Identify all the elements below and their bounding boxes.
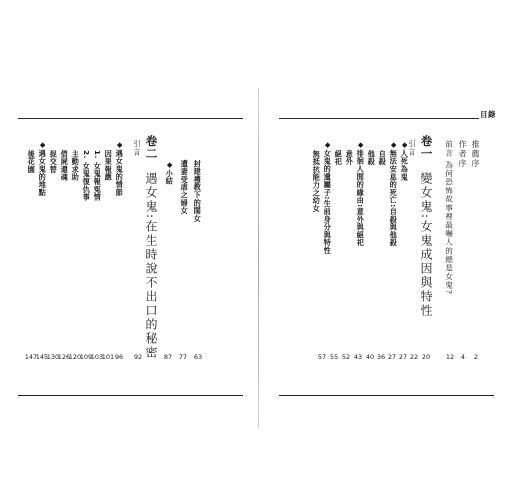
page-number: 63: [193, 353, 203, 361]
toc-entry: 2. 女鬼復仇事: [82, 150, 92, 202]
part-subtitle: 變女鬼:女鬼成因與特性: [419, 172, 433, 319]
page-number: 12: [445, 353, 455, 361]
toc-entry: ◆遇女鬼的情節: [115, 140, 125, 197]
right-page: [262, 0, 520, 500]
part-heading: 卷一: [419, 135, 434, 160]
page-number: 27: [387, 353, 397, 361]
page-number: 145: [35, 353, 49, 361]
toc-entry: 作者序: [458, 140, 467, 169]
page-number: 4: [460, 353, 466, 361]
page-number: 57: [317, 353, 327, 361]
page-number: 109: [79, 353, 93, 361]
page-number: 103: [90, 353, 104, 361]
part-intro: 引言: [408, 140, 416, 157]
toc-entry: 自殺: [378, 150, 388, 166]
page-number: 20: [421, 353, 431, 361]
top-rule: [18, 118, 243, 119]
part-intro: 引言: [133, 140, 141, 157]
toc-entry: 因果報應: [104, 150, 114, 182]
toc-entry: ◆遇女鬼的地點: [38, 140, 48, 197]
top-rule: [279, 118, 479, 119]
page-number: 27: [398, 353, 408, 361]
bottom-rule: [18, 395, 243, 396]
toc-entry: 推薦序: [471, 140, 480, 169]
toc-entry: 封建禮教下的閨女: [193, 160, 203, 223]
bottom-rule: [279, 395, 494, 396]
toc-entry: 意外: [345, 150, 355, 166]
part-heading: 卷二: [144, 135, 159, 160]
part-subtitle: 遇女鬼:在生時說不出口的秘密: [144, 172, 158, 361]
toc-entry: 後花園: [27, 150, 37, 174]
page-number: 40: [365, 353, 375, 361]
page-number: 55: [329, 353, 339, 361]
toc-entry: 前言 為何恐怖故事裡最嚇人的總是女鬼?: [444, 140, 454, 295]
page-number: 101: [101, 353, 115, 361]
toc-entry: 他殺: [367, 150, 377, 166]
toc-entry: ◆小結: [165, 160, 175, 186]
page-number: 130: [46, 353, 60, 361]
toc-entry: ◆人死為鬼: [400, 140, 410, 181]
page-number: 43: [353, 353, 363, 361]
page-number: 36: [376, 353, 386, 361]
page-number: 22: [409, 353, 419, 361]
page-number: 92: [133, 353, 143, 361]
toc-entry: 絕祀: [334, 150, 344, 166]
toc-entry: 1. 女鬼報冤情: [93, 150, 103, 202]
page-number: 120: [68, 353, 82, 361]
page-number: 77: [178, 353, 188, 361]
page-number: 147: [24, 353, 38, 361]
page-number: 96: [114, 353, 124, 361]
page-number: 52: [341, 353, 351, 361]
page-number: 2: [473, 353, 479, 361]
toc-entry: ◆徘徊人間的緣由:意外與絕祀: [356, 140, 366, 247]
toc-entry: 捉交替: [49, 150, 59, 174]
toc-entry: ◆女鬼的遺屬子:生前身分與特性: [323, 140, 333, 255]
toc-entry: ◆無法安息的死亡:自殺與他殺: [389, 140, 399, 247]
toc-entry: 主動求助: [71, 150, 81, 182]
page-number: 87: [163, 353, 173, 361]
toc-entry: 無抵抗能力之幼女: [312, 150, 322, 213]
toc-entry: 遭妻受虐之婦女: [180, 160, 190, 215]
toc-entry: 借屍還魂: [60, 150, 70, 182]
page-number: 126: [57, 353, 71, 361]
book-gutter: [258, 88, 259, 428]
header-label: 目錄: [480, 110, 496, 119]
left-page: [0, 0, 258, 500]
